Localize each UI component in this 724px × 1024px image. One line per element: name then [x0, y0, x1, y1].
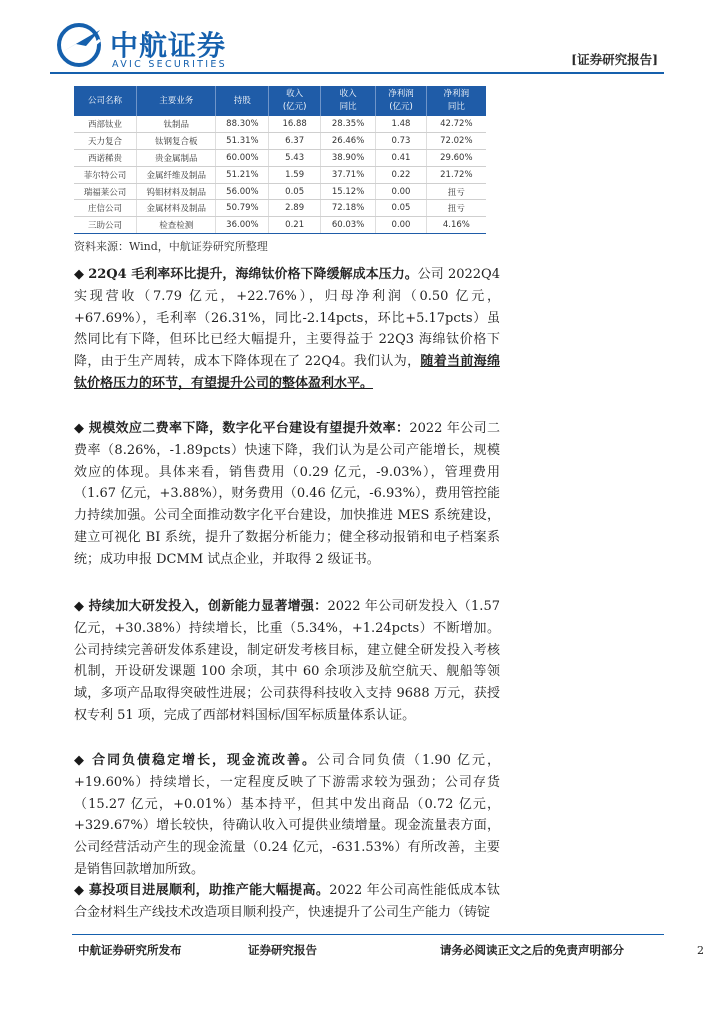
bullet-diamond: ◆ [74, 883, 89, 898]
paragraph-expense-ratio [74, 418, 500, 571]
table-cell: 菲尔特公司 [74, 166, 137, 183]
table-cell: 60.00% [216, 149, 269, 166]
avic-plane-icon [56, 22, 106, 68]
table-cell: 50.79% [216, 200, 269, 217]
paragraph-lead: 规模效应二费率下降，数字化平台建设有望提升效率： [88, 421, 410, 436]
table-cell: 0.73 [376, 132, 426, 149]
table-cell: 三助公司 [74, 217, 137, 234]
paragraph-lead: 持续加大研发投入，创新能力显著增强： [88, 599, 328, 614]
bullet-diamond: ◆ [74, 599, 89, 614]
table-cell: 51.21% [216, 166, 269, 183]
table-cell: 51.31% [216, 132, 269, 149]
table-cell: 金属材料及制品 [137, 200, 216, 217]
paragraph-text: 2022 年公司高性能低成本钛合金材料生产线技术改造项目顺利投产，快速提升了公司生产能力（铸锭 [74, 883, 500, 920]
table-cell: 1.48 [376, 116, 426, 132]
table-cell: 检查检测 [137, 217, 216, 234]
table-cell: 0.00 [376, 183, 426, 200]
col-header-profit: 净利润 (亿元) [376, 86, 426, 116]
paragraph-text: 2022 年公司二费率（8.26%，-1.89pcts）快速下降，我们认为是公司产能增长，规模效应的体现。具体来看，销售费用（0.29 亿元，-9.03%），管理费用（1.67 亿元，+3.88%），财务费用（0.46 亿元，-6.93%），费用管控能力持续加强。公司全面推动数字化平台建设，加快推进 MES 系统建设，建立可视化 BI 系统，提升了数据分析能力；健全移动报销和电子档案系统；成功申报 DCMM 试点企业，并取得 2 级证书。 [74, 421, 500, 567]
table-cell: 5.43 [269, 149, 320, 166]
bullet-diamond: ◆ [74, 421, 89, 436]
col-header-profit-yoy: 净利润 同比 [426, 86, 486, 116]
logo-text-en: AVIC SECURITIES [112, 59, 228, 70]
paragraph-text: 公司合同负债（1.90 亿元，+19.60%）持续增长，一定程度反映了下游需求较为强劲；公司存货（15.27 亿元，+0.01%）基本持平，但其中发出商品（0.72 亿元，+329.67%）增长较快，待确认收入可提供业绩增量。现金流量表方面，公司经营活动产生的现金流量（0.24 亿元，-631.53%）有所改善，主要是销售回款增加所致。 [74, 753, 500, 877]
header-divider [50, 72, 664, 74]
paragraph-fundraising-projects [74, 880, 500, 924]
table-cell: 1.59 [269, 166, 320, 183]
table-row [74, 200, 486, 217]
report-tag: [证券研究报告] [571, 52, 658, 67]
table-cell: 贵金属制品 [137, 149, 216, 166]
subsidiary-table [74, 86, 486, 234]
table-row [74, 166, 486, 183]
table-cell: 28.35% [320, 116, 375, 132]
table-row [74, 183, 486, 200]
bullet-diamond: ◆ [74, 267, 89, 282]
col-header-revenue: 收入 (亿元) [269, 86, 320, 116]
table-cell: 瑞福莱公司 [74, 183, 137, 200]
bullet-diamond: ◆ [74, 753, 93, 768]
table-cell: 扭亏 [426, 183, 486, 200]
company-logo [56, 22, 256, 72]
table-cell: 42.72% [426, 116, 486, 132]
paragraph-gross-margin [74, 264, 500, 395]
table-cell: 26.46% [320, 132, 375, 149]
table-cell: 钛制品 [137, 116, 216, 132]
page-number: 2 [697, 944, 704, 957]
paragraph-lead: 22Q4 毛利率环比提升，海绵钛价格下降缓解成本压力。 [88, 267, 418, 282]
table-cell: 0.05 [376, 200, 426, 217]
table-source-note: 资料来源：Wind，中航证券研究所整理 [74, 240, 268, 253]
table-cell: 扭亏 [426, 200, 486, 217]
footer-publisher: 中航证券研究所发布 [78, 943, 182, 957]
table-cell: 15.12% [320, 183, 375, 200]
table-cell: 金属纤维及制品 [137, 166, 216, 183]
col-header-revenue-yoy: 收入 同比 [320, 86, 375, 116]
table-cell: 0.05 [269, 183, 320, 200]
col-header-stake: 持股 [216, 86, 269, 116]
table-cell: 88.30% [216, 116, 269, 132]
table-row [74, 132, 486, 149]
table-cell: 72.02% [426, 132, 486, 149]
table-row [74, 217, 486, 234]
table-cell: 4.16% [426, 217, 486, 234]
paragraph-text: 2022 年公司研发投入（1.57 亿元，+30.38%）持续增长，比重（5.34%，+1.24pcts）不断增加。公司持续完善研发体系建设，制定研发考核目标，建立健全研发投入考核机制，开设研发课题 100 余项，其中 60 余项涉及航空航天、舰船等领域，多项产品取得突破性进展；公司获得科技收入支持 9688 万元，获授权专利 51 项，完成了西部材料国标/国军标质量体系认证。 [74, 599, 500, 723]
paragraph-text: 公司 2022Q4 实现营收（7.79 亿元，+22.76%），归母净利润（0.50 亿元，+67.69%），毛利率（26.31%，同比-2.14pcts，环比+5.17pcts）虽然同比有下降，但环比已经大幅提升，主要得益于 22Q3 海绵钛价格下降，由于生产周转，成本下降体现在了 22Q4。我们认为， [74, 267, 500, 370]
table-cell: 72.18% [320, 200, 375, 217]
table-cell: 0.41 [376, 149, 426, 166]
paragraph-highlight: 随着当前海绵钛价格压力的环节，有望提升公司的整体盈利水平。 [74, 354, 500, 391]
table-cell: 庄信公司 [74, 200, 137, 217]
col-header-company: 公司名称 [74, 86, 137, 116]
footer-report-type: 证券研究报告 [248, 943, 317, 957]
table-header-row [74, 86, 486, 116]
table-cell: 钨钼材料及制品 [137, 183, 216, 200]
col-header-business: 主要业务 [137, 86, 216, 116]
table-cell: 2.89 [269, 200, 320, 217]
paragraph-lead: 合同负债稳定增长，现金流改善。 [92, 753, 317, 768]
table-cell: 0.00 [376, 217, 426, 234]
table-cell: 西诺稀贵 [74, 149, 137, 166]
table-cell: 天力复合 [74, 132, 137, 149]
table-cell: 钛钢复合板 [137, 132, 216, 149]
table-cell: 0.22 [376, 166, 426, 183]
table-cell: 西部钛业 [74, 116, 137, 132]
logo-text-cn: 中航证券 [110, 29, 227, 62]
table-cell: 36.00% [216, 217, 269, 234]
paragraph-contract-liabilities [74, 750, 500, 881]
table-cell: 0.21 [269, 217, 320, 234]
table-row [74, 116, 486, 132]
table-cell: 21.72% [426, 166, 486, 183]
table-cell: 56.00% [216, 183, 269, 200]
table-cell: 60.03% [320, 217, 375, 234]
table-cell: 16.88 [269, 116, 320, 132]
footer-divider [72, 934, 664, 935]
table-cell: 29.60% [426, 149, 486, 166]
table-row [74, 149, 486, 166]
paragraph-rnd [74, 596, 500, 727]
table-cell: 38.90% [320, 149, 375, 166]
footer-disclaimer-note: 请务必阅读正文之后的免责声明部分 [440, 943, 624, 957]
paragraph-lead: 募投项目进展顺利，助推产能大幅提高。 [88, 883, 330, 898]
table-cell: 37.71% [320, 166, 375, 183]
table-cell: 6.37 [269, 132, 320, 149]
